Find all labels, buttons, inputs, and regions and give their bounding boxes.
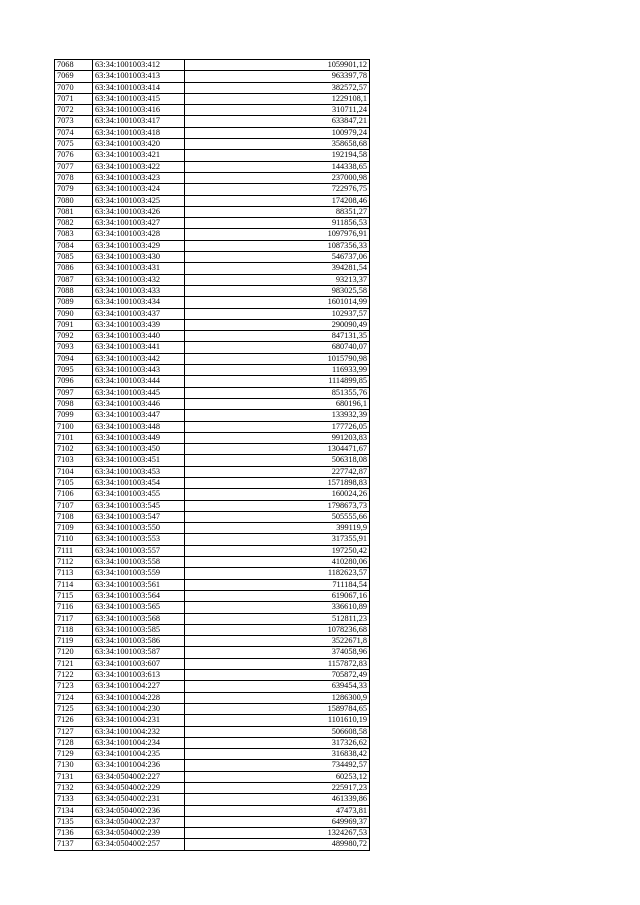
cadastral-number-cell: 63:34:1001003:547	[93, 511, 185, 522]
table-row	[55, 794, 370, 805]
value-cell: 88351,27	[185, 206, 370, 217]
row-number-cell: 7078	[55, 172, 93, 183]
cadastral-number-cell: 63:34:1001003:550	[93, 523, 185, 534]
value-cell: 639454,33	[185, 681, 370, 692]
cadastral-number-cell: 63:34:1001003:433	[93, 285, 185, 296]
row-number-cell: 7136	[55, 828, 93, 839]
value-cell: 192194,58	[185, 150, 370, 161]
row-number-cell: 7112	[55, 557, 93, 568]
table-row	[55, 195, 370, 206]
cadastral-number-cell: 63:34:1001003:445	[93, 387, 185, 398]
table-row	[55, 590, 370, 601]
row-number-cell: 7097	[55, 387, 93, 398]
value-cell: 991203,83	[185, 432, 370, 443]
table-row	[55, 466, 370, 477]
cadastral-number-cell: 63:34:0504002:229	[93, 783, 185, 794]
table-row	[55, 500, 370, 511]
row-number-cell: 7079	[55, 184, 93, 195]
table-row	[55, 184, 370, 195]
cadastral-number-cell: 63:34:1001003:424	[93, 184, 185, 195]
table-row	[55, 387, 370, 398]
value-cell: 237000,98	[185, 172, 370, 183]
table-body	[55, 60, 370, 851]
cadastral-number-cell: 63:34:1001004:235	[93, 749, 185, 760]
value-cell: 911856,53	[185, 218, 370, 229]
cadastral-number-cell: 63:34:1001003:586	[93, 636, 185, 647]
value-cell: 983025,58	[185, 285, 370, 296]
row-number-cell: 7134	[55, 805, 93, 816]
table-row	[55, 455, 370, 466]
table-row	[55, 760, 370, 771]
table-row	[55, 771, 370, 782]
row-number-cell: 7119	[55, 636, 93, 647]
row-number-cell: 7114	[55, 579, 93, 590]
table-row	[55, 670, 370, 681]
cadastral-number-cell: 63:34:1001003:417	[93, 116, 185, 127]
row-number-cell: 7074	[55, 127, 93, 138]
value-cell: 734492,57	[185, 760, 370, 771]
table-row	[55, 715, 370, 726]
cadastral-number-cell: 63:34:1001004:227	[93, 681, 185, 692]
value-cell: 317355,91	[185, 534, 370, 545]
value-cell: 1059901,12	[185, 60, 370, 71]
table-row	[55, 161, 370, 172]
value-cell: 1101610,19	[185, 715, 370, 726]
row-number-cell: 7109	[55, 523, 93, 534]
cadastral-number-cell: 63:34:1001003:422	[93, 161, 185, 172]
row-number-cell: 7101	[55, 432, 93, 443]
cadastral-number-cell: 63:34:1001003:561	[93, 579, 185, 590]
value-cell: 336610,89	[185, 602, 370, 613]
table-row	[55, 308, 370, 319]
value-cell: 3522671,8	[185, 636, 370, 647]
table-row	[55, 737, 370, 748]
table-row	[55, 71, 370, 82]
row-number-cell: 7090	[55, 308, 93, 319]
row-number-cell: 7083	[55, 229, 93, 240]
table-row	[55, 274, 370, 285]
table-row	[55, 523, 370, 534]
table-row	[55, 703, 370, 714]
value-cell: 680740,07	[185, 342, 370, 353]
cadastral-number-cell: 63:34:1001003:568	[93, 613, 185, 624]
row-number-cell: 7107	[55, 500, 93, 511]
table-row	[55, 252, 370, 263]
cadastral-number-cell: 63:34:1001003:558	[93, 557, 185, 568]
table-row	[55, 805, 370, 816]
value-cell: 722976,75	[185, 184, 370, 195]
value-cell: 160024,26	[185, 489, 370, 500]
value-cell: 310711,24	[185, 105, 370, 116]
cadastral-number-cell: 63:34:1001003:447	[93, 410, 185, 421]
row-number-cell: 7086	[55, 263, 93, 274]
value-cell: 705872,49	[185, 670, 370, 681]
table-row	[55, 421, 370, 432]
row-number-cell: 7117	[55, 613, 93, 624]
table-row	[55, 127, 370, 138]
row-number-cell: 7084	[55, 240, 93, 251]
row-number-cell: 7071	[55, 93, 93, 104]
table-row	[55, 557, 370, 568]
cadastral-number-cell: 63:34:1001003:446	[93, 398, 185, 409]
cadastral-number-cell: 63:34:0504002:237	[93, 816, 185, 827]
cadastral-number-cell: 63:34:1001003:454	[93, 477, 185, 488]
table-row	[55, 218, 370, 229]
row-number-cell: 7100	[55, 421, 93, 432]
cadastral-number-cell: 63:34:0504002:239	[93, 828, 185, 839]
cadastral-number-cell: 63:34:0504002:236	[93, 805, 185, 816]
value-cell: 317326,62	[185, 737, 370, 748]
cadastral-number-cell: 63:34:1001003:448	[93, 421, 185, 432]
cadastral-number-cell: 63:34:1001003:441	[93, 342, 185, 353]
table-row	[55, 116, 370, 127]
row-number-cell: 7110	[55, 534, 93, 545]
cadastral-number-cell: 63:34:1001003:455	[93, 489, 185, 500]
cadastral-number-cell: 63:34:1001003:423	[93, 172, 185, 183]
cadastral-number-cell: 63:34:0504002:231	[93, 794, 185, 805]
row-number-cell: 7115	[55, 590, 93, 601]
value-cell: 633847,21	[185, 116, 370, 127]
table-row	[55, 568, 370, 579]
row-number-cell: 7106	[55, 489, 93, 500]
value-cell: 60253,12	[185, 771, 370, 782]
value-cell: 316838,42	[185, 749, 370, 760]
cadastral-number-cell: 63:34:1001003:553	[93, 534, 185, 545]
row-number-cell: 7111	[55, 545, 93, 556]
row-number-cell: 7068	[55, 60, 93, 71]
table-row	[55, 229, 370, 240]
cadastral-number-cell: 63:34:1001003:415	[93, 93, 185, 104]
row-number-cell: 7093	[55, 342, 93, 353]
row-number-cell: 7087	[55, 274, 93, 285]
cadastral-number-cell: 63:34:1001003:430	[93, 252, 185, 263]
value-cell: 1157872,83	[185, 658, 370, 669]
cadastral-number-cell: 63:34:1001003:545	[93, 500, 185, 511]
cadastral-number-cell: 63:34:1001003:587	[93, 647, 185, 658]
table-row	[55, 105, 370, 116]
table-row	[55, 477, 370, 488]
value-cell: 963397,78	[185, 71, 370, 82]
cadastral-number-cell: 63:34:0504002:257	[93, 839, 185, 850]
cadastral-number-cell: 63:34:1001003:439	[93, 319, 185, 330]
cadastral-number-cell: 63:34:1001004:236	[93, 760, 185, 771]
row-number-cell: 7104	[55, 466, 93, 477]
cadastral-number-cell: 63:34:1001003:420	[93, 139, 185, 150]
table-row	[55, 331, 370, 342]
value-cell: 847131,35	[185, 331, 370, 342]
row-number-cell: 7098	[55, 398, 93, 409]
cadastral-number-cell: 63:34:1001003:613	[93, 670, 185, 681]
cadastral-number-cell: 63:34:1001003:449	[93, 432, 185, 443]
table-row	[55, 240, 370, 251]
cadastral-number-cell: 63:34:1001003:564	[93, 590, 185, 601]
cadastral-number-cell: 63:34:1001003:565	[93, 602, 185, 613]
cadastral-number-cell: 63:34:1001003:413	[93, 71, 185, 82]
value-cell: 1097976,91	[185, 229, 370, 240]
cadastral-number-cell: 63:34:1001003:442	[93, 353, 185, 364]
table-row	[55, 398, 370, 409]
table-row	[55, 816, 370, 827]
row-number-cell: 7120	[55, 647, 93, 658]
row-number-cell: 7132	[55, 783, 93, 794]
cadastral-number-cell: 63:34:1001004:234	[93, 737, 185, 748]
cadastral-number-cell: 63:34:1001003:450	[93, 444, 185, 455]
cadastral-number-cell: 63:34:1001004:232	[93, 726, 185, 737]
row-number-cell: 7088	[55, 285, 93, 296]
table-row	[55, 658, 370, 669]
table-row	[55, 93, 370, 104]
table-row	[55, 150, 370, 161]
row-number-cell: 7131	[55, 771, 93, 782]
row-number-cell: 7127	[55, 726, 93, 737]
cadastral-number-cell: 63:34:1001003:434	[93, 297, 185, 308]
row-number-cell: 7082	[55, 218, 93, 229]
table-row	[55, 839, 370, 850]
value-cell: 506318,08	[185, 455, 370, 466]
row-number-cell: 7080	[55, 195, 93, 206]
cadastral-number-cell: 63:34:1001003:443	[93, 365, 185, 376]
cadastral-number-cell: 63:34:1001003:427	[93, 218, 185, 229]
value-cell: 1571898,83	[185, 477, 370, 488]
row-number-cell: 7137	[55, 839, 93, 850]
value-cell: 1601014,99	[185, 297, 370, 308]
value-cell: 133932,39	[185, 410, 370, 421]
cadastral-number-cell: 63:34:1001003:444	[93, 376, 185, 387]
value-cell: 649969,37	[185, 816, 370, 827]
table-row	[55, 319, 370, 330]
row-number-cell: 7085	[55, 252, 93, 263]
row-number-cell: 7099	[55, 410, 93, 421]
cadastral-number-cell: 63:34:1001004:230	[93, 703, 185, 714]
cadastral-number-cell: 63:34:1001003:421	[93, 150, 185, 161]
cadastral-number-cell: 63:34:1001003:585	[93, 624, 185, 635]
cadastral-number-cell: 63:34:1001003:426	[93, 206, 185, 217]
row-number-cell: 7077	[55, 161, 93, 172]
row-number-cell: 7072	[55, 105, 93, 116]
row-number-cell: 7070	[55, 82, 93, 93]
value-cell: 1182623,57	[185, 568, 370, 579]
row-number-cell: 7069	[55, 71, 93, 82]
row-number-cell: 7075	[55, 139, 93, 150]
value-cell: 382572,57	[185, 82, 370, 93]
table-row	[55, 489, 370, 500]
table-row	[55, 602, 370, 613]
cadastral-number-cell: 63:34:1001003:414	[93, 82, 185, 93]
table-row	[55, 285, 370, 296]
cadastral-number-cell: 63:34:1001003:453	[93, 466, 185, 477]
value-cell: 461339,86	[185, 794, 370, 805]
value-cell: 394281,54	[185, 263, 370, 274]
cadastral-number-cell: 63:34:1001003:451	[93, 455, 185, 466]
value-cell: 225917,23	[185, 783, 370, 794]
value-cell: 290090,49	[185, 319, 370, 330]
table-row	[55, 206, 370, 217]
cadastral-value-table	[54, 59, 370, 851]
row-number-cell: 7105	[55, 477, 93, 488]
row-number-cell: 7126	[55, 715, 93, 726]
row-number-cell: 7091	[55, 319, 93, 330]
value-cell: 399119,9	[185, 523, 370, 534]
table-row	[55, 410, 370, 421]
row-number-cell: 7076	[55, 150, 93, 161]
row-number-cell: 7124	[55, 692, 93, 703]
table-row	[55, 263, 370, 274]
value-cell: 546737,06	[185, 252, 370, 263]
row-number-cell: 7103	[55, 455, 93, 466]
value-cell: 1589784,65	[185, 703, 370, 714]
table-row	[55, 139, 370, 150]
table-row	[55, 545, 370, 556]
value-cell: 489980,72	[185, 839, 370, 850]
table-row	[55, 636, 370, 647]
value-cell: 851355,76	[185, 387, 370, 398]
value-cell: 505555,66	[185, 511, 370, 522]
cadastral-number-cell: 63:34:1001003:412	[93, 60, 185, 71]
value-cell: 1324267,53	[185, 828, 370, 839]
row-number-cell: 7089	[55, 297, 93, 308]
value-cell: 1798673,73	[185, 500, 370, 511]
row-number-cell: 7121	[55, 658, 93, 669]
table-row	[55, 511, 370, 522]
cadastral-number-cell: 63:34:1001003:429	[93, 240, 185, 251]
table-row	[55, 579, 370, 590]
cadastral-number-cell: 63:34:1001003:437	[93, 308, 185, 319]
table-row	[55, 681, 370, 692]
value-cell: 711184,54	[185, 579, 370, 590]
table-row	[55, 613, 370, 624]
value-cell: 100979,24	[185, 127, 370, 138]
row-number-cell: 7095	[55, 365, 93, 376]
value-cell: 197250,42	[185, 545, 370, 556]
value-cell: 102937,57	[185, 308, 370, 319]
row-number-cell: 7118	[55, 624, 93, 635]
value-cell: 410280,06	[185, 557, 370, 568]
row-number-cell: 7102	[55, 444, 93, 455]
value-cell: 358658,68	[185, 139, 370, 150]
cadastral-number-cell: 63:34:1001003:431	[93, 263, 185, 274]
value-cell: 177726,05	[185, 421, 370, 432]
table-row	[55, 353, 370, 364]
table-row	[55, 444, 370, 455]
row-number-cell: 7116	[55, 602, 93, 613]
value-cell: 144338,65	[185, 161, 370, 172]
value-cell: 506608,58	[185, 726, 370, 737]
row-number-cell: 7125	[55, 703, 93, 714]
row-number-cell: 7128	[55, 737, 93, 748]
cadastral-number-cell: 63:34:1001003:432	[93, 274, 185, 285]
table-row	[55, 624, 370, 635]
table-row	[55, 376, 370, 387]
table-row	[55, 692, 370, 703]
row-number-cell: 7113	[55, 568, 93, 579]
value-cell: 1229108,1	[185, 93, 370, 104]
value-cell: 1015790,98	[185, 353, 370, 364]
value-cell: 47473,81	[185, 805, 370, 816]
table-row	[55, 726, 370, 737]
cadastral-number-cell: 63:34:1001003:418	[93, 127, 185, 138]
table-row	[55, 60, 370, 71]
table-row	[55, 783, 370, 794]
table-row	[55, 828, 370, 839]
cadastral-number-cell: 63:34:1001003:425	[93, 195, 185, 206]
table-row	[55, 342, 370, 353]
cadastral-number-cell: 63:34:1001003:559	[93, 568, 185, 579]
cadastral-number-cell: 63:34:1001003:416	[93, 105, 185, 116]
value-cell: 680196,1	[185, 398, 370, 409]
value-cell: 374058,96	[185, 647, 370, 658]
value-cell: 1114899,85	[185, 376, 370, 387]
row-number-cell: 7123	[55, 681, 93, 692]
value-cell: 93213,37	[185, 274, 370, 285]
cadastral-number-cell: 63:34:1001003:557	[93, 545, 185, 556]
table-row	[55, 172, 370, 183]
row-number-cell: 7094	[55, 353, 93, 364]
value-cell: 116933,99	[185, 365, 370, 376]
value-cell: 1078236,68	[185, 624, 370, 635]
row-number-cell: 7108	[55, 511, 93, 522]
table-row	[55, 432, 370, 443]
value-cell: 1087356,33	[185, 240, 370, 251]
table-row	[55, 82, 370, 93]
row-number-cell: 7122	[55, 670, 93, 681]
row-number-cell: 7092	[55, 331, 93, 342]
value-cell: 227742,87	[185, 466, 370, 477]
value-cell: 619067,16	[185, 590, 370, 601]
cadastral-number-cell: 63:34:1001003:440	[93, 331, 185, 342]
row-number-cell: 7081	[55, 206, 93, 217]
cadastral-number-cell: 63:34:0504002:227	[93, 771, 185, 782]
cadastral-number-cell: 63:34:1001004:231	[93, 715, 185, 726]
value-cell: 1286300,9	[185, 692, 370, 703]
cadastral-number-cell: 63:34:1001003:428	[93, 229, 185, 240]
row-number-cell: 7129	[55, 749, 93, 760]
table-row	[55, 297, 370, 308]
value-cell: 1304471,67	[185, 444, 370, 455]
row-number-cell: 7135	[55, 816, 93, 827]
table-row	[55, 365, 370, 376]
table-row	[55, 647, 370, 658]
cadastral-number-cell: 63:34:1001003:607	[93, 658, 185, 669]
table-row	[55, 534, 370, 545]
cadastral-number-cell: 63:34:1001004:228	[93, 692, 185, 703]
row-number-cell: 7073	[55, 116, 93, 127]
table-row	[55, 749, 370, 760]
value-cell: 512811,23	[185, 613, 370, 624]
row-number-cell: 7133	[55, 794, 93, 805]
row-number-cell: 7096	[55, 376, 93, 387]
row-number-cell: 7130	[55, 760, 93, 771]
value-cell: 174208,46	[185, 195, 370, 206]
